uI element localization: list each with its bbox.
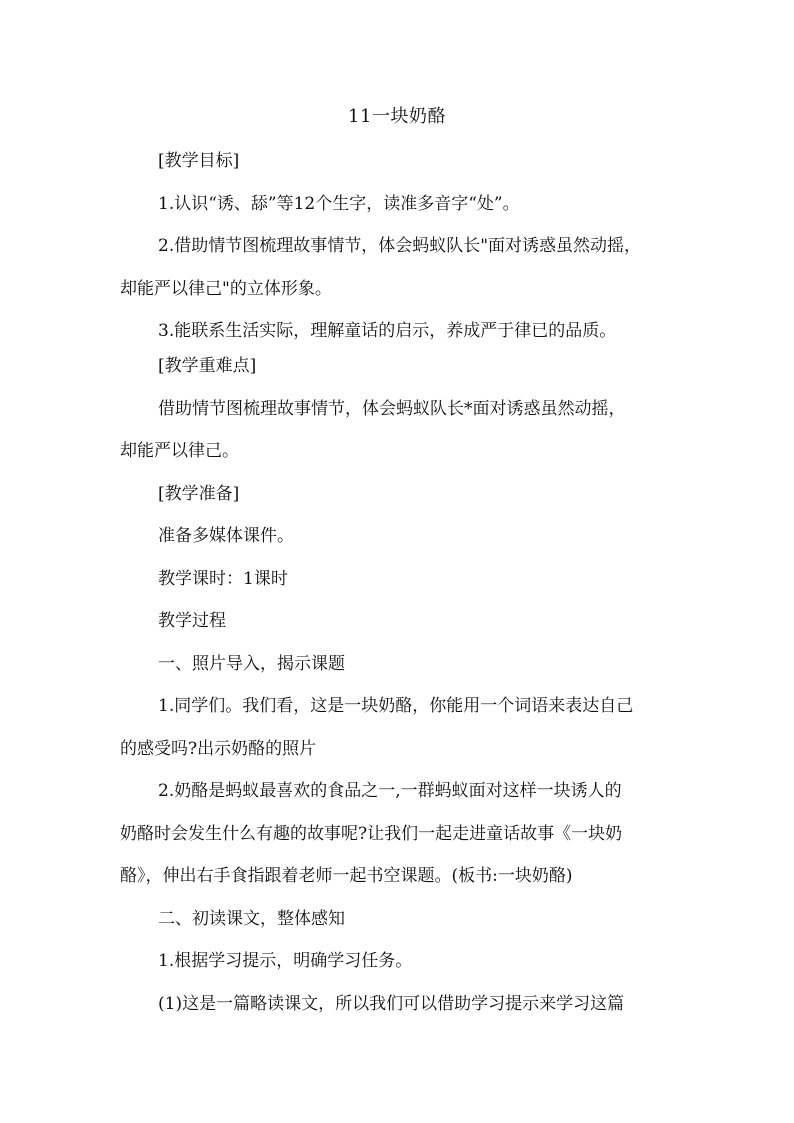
goal-line-1: 1.认识“诱、舔”等12个生字，读准多音字“处”。 bbox=[158, 194, 520, 214]
preparation-line: 准备多媒体课件。 bbox=[158, 526, 294, 546]
heading-key-points: [教学重难点] bbox=[158, 356, 257, 376]
goal-line-3: 3.能联系生活实际，理解童话的启示，养成严于律已的品质。 bbox=[158, 321, 617, 341]
section-one-heading: 一、照片导入，揭示课题 bbox=[158, 654, 345, 674]
section-one-item-2-continued-1: 奶酪时会发生什么有趣的故事呢?让我们一起走进童话故事《一块奶 bbox=[120, 824, 623, 844]
section-one-item-2: 2.奶酪是蚂蚁最喜欢的食品之一,一群蚂蚁面对这样一块诱人的 bbox=[158, 781, 622, 801]
section-one-item-1-continued: 的感受吗?出示奶酪的照片 bbox=[120, 739, 317, 759]
section-one-item-1: 1.同学们。我们看，这是一块奶酪，你能用一个词语来表达自己 bbox=[158, 696, 634, 716]
lesson-hours-line: 教学课时：1课时 bbox=[158, 569, 288, 589]
section-two-heading: 二、初读课文，整体感知 bbox=[158, 909, 345, 929]
goal-line-2-continued: 却能严以律己"的立体形象。 bbox=[120, 279, 332, 299]
key-point-line-continued: 却能严以律己。 bbox=[120, 441, 239, 461]
goal-line-2: 2.借助情节图梳理故事情节，体会蚂蚁队长"面对诱惑虽然动摇， bbox=[158, 236, 642, 256]
heading-teaching-process: 教学过程 bbox=[158, 611, 226, 631]
page-title: 11一块奶酪 bbox=[348, 106, 446, 127]
section-one-item-2-continued-2: 酪》，伸出右手食指跟着老师一起书空课题。(板书:一块奶酪) bbox=[120, 866, 573, 886]
heading-teaching-goals: [教学目标] bbox=[158, 151, 240, 171]
section-two-item-1: 1.根据学习提示，明确学习任务。 bbox=[158, 951, 413, 971]
section-two-subitem-1: (1)这是一篇略读课文，所以我们可以借助学习提示来学习这篇 bbox=[158, 994, 625, 1014]
key-point-line: 借助情节图梳理故事情节，体会蚂蚁队长*面对诱惑虽然动摇， bbox=[158, 399, 626, 419]
heading-preparation: [教学准备] bbox=[158, 484, 240, 504]
